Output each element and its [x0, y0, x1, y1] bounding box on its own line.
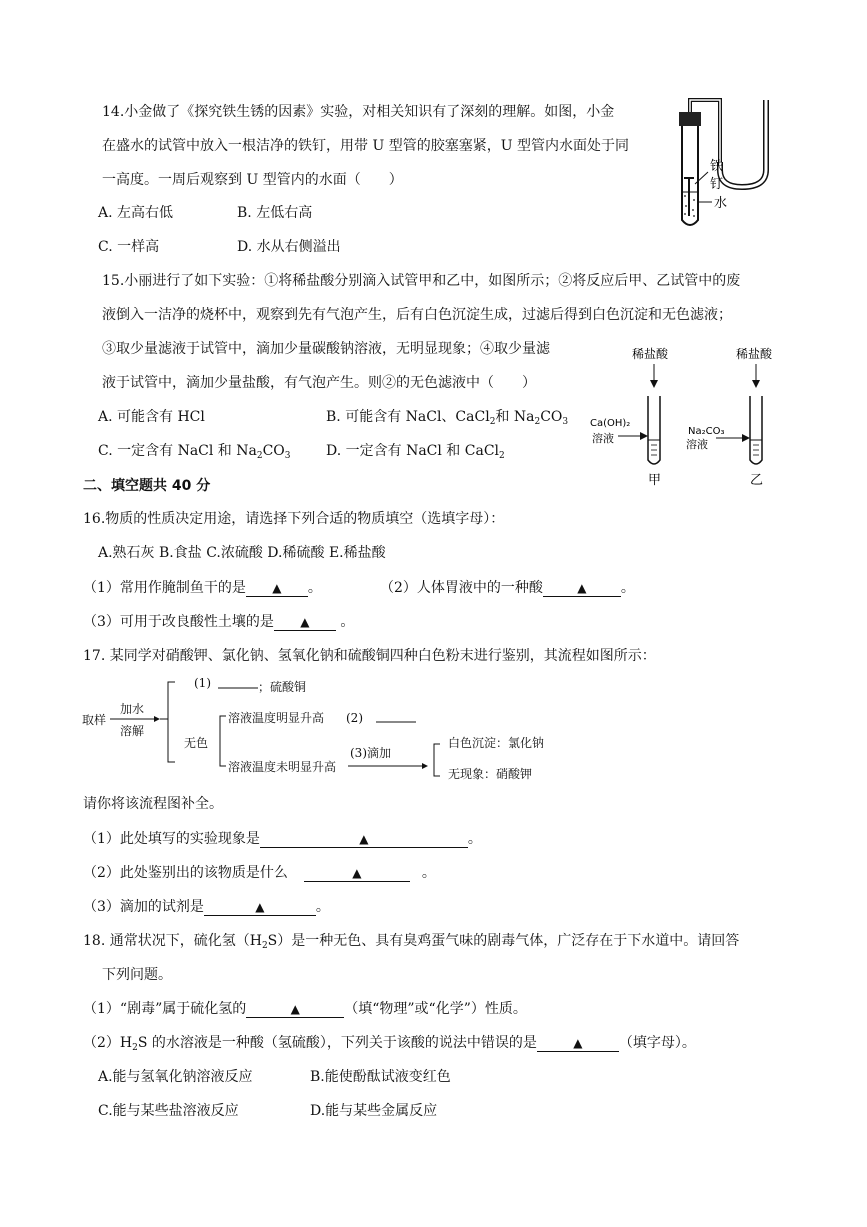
- flow-add-water: 加水: [120, 702, 145, 716]
- solution-label-right-1: Na₂CO₃: [688, 426, 725, 437]
- q14-figure: [670, 92, 820, 237]
- answer-blank[interactable]: ▲: [537, 1035, 619, 1052]
- q15-line-4: 液于试管中，滴加少量盐酸，有气泡产生。则②的无色滤液中（ ）: [102, 375, 536, 391]
- u-tube-icon: [720, 100, 766, 187]
- tube-label-yi: 乙: [750, 473, 764, 488]
- flow-add-reagent: (3)滴加: [350, 746, 391, 760]
- test-tube-jia-icon: [648, 396, 660, 464]
- arrow-down-icon: [650, 380, 658, 388]
- q14-line-2: 在盛水的试管中放入一根洁净的铁钉，用带 U 型管的胶塞塞紧，U 型管内水面处于同: [102, 138, 629, 154]
- q15-line-1: 15.小丽进行了如下实验：①将稀盐酸分别滴入试管甲和乙中，如图所示；②将反应后甲、乙试管中的废: [102, 273, 741, 289]
- q16-choices: A.熟石灰 B.食盐 C.浓硫酸 D.稀硫酸 E.稀盐酸: [98, 545, 386, 561]
- section-2-title: 二、填空题共 40 分: [83, 478, 211, 494]
- q18-option-a: A.能与氢氧化钠溶液反应: [98, 1069, 253, 1085]
- flow-no-change: 无现象：硝酸钾: [448, 767, 533, 781]
- acid-label-left: 稀盐酸: [632, 347, 669, 361]
- q17-instruction: 请你将该流程图补全。: [83, 796, 223, 812]
- flow-blank-1-number: (1): [194, 676, 211, 690]
- q18-part-2: $(2)H_2S$ 的水溶液是一种酸（氢硫酸），下列关于该酸的说法中错误的是 ▲ （填字母）。: [83, 1035, 696, 1053]
- arrow-right-icon: [742, 434, 750, 442]
- flow-sample: 取样: [82, 713, 107, 727]
- solution-label-left-2: 溶液: [592, 432, 614, 445]
- q14-line-3: 一高度。一周后观察到 U 型管内的水面（ ）: [102, 172, 403, 188]
- arrow-right-icon: [422, 763, 428, 769]
- water-label: 水: [714, 196, 728, 211]
- q18-option-d: D.能与某些金属反应: [310, 1103, 438, 1119]
- q18-option-c: C.能与某些盐溶液反应: [98, 1103, 239, 1119]
- q15-option-a: A. 可能含有 HCl: [98, 409, 205, 425]
- q15-option-b: B. 可能含有 NaCl、CaCl$_2$和 $Na_2CO_3$: [326, 409, 569, 427]
- solution-label-right-2: 溶液: [686, 438, 708, 451]
- q17-stem: 17. 某同学对硝酸钾、氯化钠、氢氧化钠和硫酸铜四种白色粉末进行鉴别，其流程如图所示：: [83, 648, 656, 664]
- q14-option-b: B. 左低右高: [237, 205, 313, 221]
- nail-label-2: 钉: [710, 177, 724, 192]
- arrow-down-icon: [752, 380, 760, 388]
- answer-blank[interactable]: ▲: [246, 580, 308, 597]
- q18-part-1: （1）“剧毒”属于硫化氢的 ▲ （填“物理”或“化学”）性质。: [83, 1001, 527, 1017]
- flow-white-precipitate: 白色沉淀：氯化钠: [448, 736, 545, 750]
- answer-blank[interactable]: ▲: [274, 614, 336, 631]
- q15-line-2: 液倒入一洁净的烧杯中，观察到先有气泡产生，后有白色沉淀生成，过滤后得到白色沉淀和无色滤液；: [102, 307, 732, 323]
- flow-temp-no-rise: 溶液温度未明显升高: [228, 760, 337, 774]
- q14-line-1: 14.小金做了《探究铁生锈的因素》实验，对相关知识有了深刻的理解。如图，小金: [102, 104, 615, 120]
- answer-blank[interactable]: ▲: [204, 899, 316, 916]
- q16-part-1: （1）常用作腌制鱼干的是 ▲ 。: [83, 580, 322, 596]
- test-tube-yi-icon: [750, 396, 762, 464]
- q15-line-3: ③取少量滤液于试管中，滴加少量碳酸钠溶液，无明显现象；④取少量滤: [102, 341, 550, 357]
- solution-label-left-1: Ca(OH)₂: [590, 418, 631, 429]
- q16-part-3: （3）可用于改良酸性土壤的是 ▲ 。: [83, 614, 355, 630]
- q18-line-2: 下列问题。: [102, 967, 172, 983]
- q18-option-b: B.能使酚酞试液变红色: [310, 1069, 451, 1085]
- q15-option-c: C. 一定含有 NaCl 和 $Na_2CO_3$: [98, 443, 291, 461]
- q17-part-3: （3）滴加的试剂是 ▲ 。: [83, 899, 330, 915]
- q17-part-1: （1）此处填写的实验现象是 ▲ 。: [83, 831, 482, 847]
- q16-part-2: （2）人体胃液中的一种酸 ▲ 。: [380, 580, 635, 596]
- q15-option-d: D. 一定含有 NaCl 和 CaCl$_2$: [326, 443, 505, 461]
- answer-blank[interactable]: ▲: [246, 1001, 344, 1018]
- q17-part-2: （2）此处鉴别出的该物质是什么 ▲ 。: [83, 865, 436, 881]
- flow-copper-sulfate: ；硫酸铜: [258, 680, 307, 694]
- nail-label-1: 铁: [710, 159, 724, 174]
- stopper-icon: [679, 112, 701, 126]
- flow-temp-rise: 溶液温度明显升高: [228, 711, 325, 725]
- acid-label-right: 稀盐酸: [736, 347, 773, 361]
- answer-blank[interactable]: ▲: [304, 865, 410, 882]
- arrow-right-icon: [640, 432, 648, 440]
- q16-stem: 16.物质的性质决定用途，请选择下列合适的物质填空（选填字母）：: [83, 511, 505, 527]
- answer-blank[interactable]: ▲: [543, 580, 621, 597]
- q14-option-c: C. 一样高: [98, 239, 160, 255]
- q18-line-1: 18. 通常状况下，硫化氢$(H_2S)$是一种无色、具有臭鸡蛋气味的剧毒气体，广泛存在于下水道中。请回答: [83, 933, 740, 951]
- answer-blank[interactable]: ▲: [260, 831, 468, 848]
- arrow-right-icon: [154, 716, 160, 722]
- q14-option-a: A. 左高右低: [98, 205, 174, 221]
- q14-option-d: D. 水从右侧溢出: [237, 239, 341, 255]
- q15-figure: [586, 342, 806, 492]
- tube-label-jia: 甲: [648, 473, 662, 488]
- flow-colorless: 无色: [184, 736, 209, 750]
- flow-dissolve: 溶解: [120, 724, 145, 738]
- flow-blank-2-number: (2): [346, 711, 363, 725]
